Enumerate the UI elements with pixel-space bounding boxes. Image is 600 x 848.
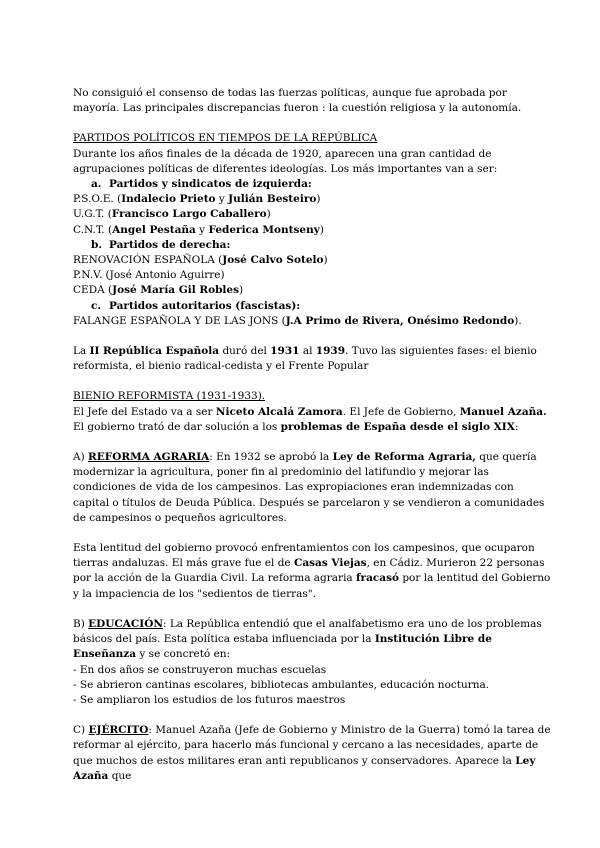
list-item: - En dos años se construyeron muchas escuelas [73,663,327,676]
document-body [73,86,553,784]
list-heading-izquierda: a. Partidos y sindicatos de izquierda: [91,178,312,191]
list-item: - Se ampliaron los estudios de los futuros maestros [73,693,346,706]
heading-bienio-reformista: BIENIO REFORMISTA (1931-1933). [73,390,266,403]
paragraph-segunda-republica: La II República Española duró del 1931 al 1939. Tuvo las siguientes fases: el bienio reformista, el bienio radical-cedista y el Frente Popular [73,345,537,373]
party-cnt: C.N.T. (Angel Pestaña y Federica Montseny) [73,223,324,236]
party-falange: FALANGE ESPAÑOLA Y DE LAS JONS (J.A Primo de Rivera, Onésimo Redondo). [73,314,522,327]
paragraph-ejercito: C) EJÉRCITO: Manuel Azaña (Jefe de Gobierno y Ministro de la Guerra) tomó la tarea de reformar al ejército, para hacerlo más funcional y cercano a las necesidades, aparte de que muchos de estos militares eran anti republicanos y conservadores. Aparece la Ley Azaña que [73,724,551,782]
paragraph-casas-viejas: Esta lentitud del gobierno provocó enfrentamientos con los campesinos, que ocuparon tierras andaluzas. El más grave fue el de Casas Viejas, en Cádiz. Murieron 22 personas por la acción de la Guardia Civil. La reforma agraria fracasó por la lentitud del Gobierno y la impaciencia de los "sedientos de tierras". [73,542,551,600]
paragraph-educacion: B) EDUCACIÓN: La República entendió que el analfabetismo era uno de los problemas básicos del país. Esta política estaba influenciada por la Institución Libre de Enseñanza y se concretó en: [73,617,542,661]
paragraph-reforma-agraria: A) REFORMA AGRARIA: En 1932 se aprobó la Ley de Reforma Agraria, que quería modernizar la agricultura, poner fin al predominio del latifundio y mejorar las condiciones de vida de los campesinos. Las expropiaciones eran indemnizadas con capital o títulos de Deuda Pública. Después se parcelaron y se vendieron a comunidades de campesinos o pequeños agricultores. [73,451,545,524]
paragraph-bienio-intro: El Jefe del Estado va a ser Niceto Alcalá Zamora. El Jefe de Gobierno, Manuel Azaña. El gobierno trató de dar solución a los problemas de España desde el siglo XIX: [73,405,547,433]
list-heading-derecha: b. Partidos de derecha: [91,238,231,251]
party-ugt: U.G.T. (Francisco Largo Caballero) [73,208,271,221]
paragraph-partidos-intro: Durante los años finales de la década de 1920, aparecen una gran cantidad de agrupaciones políticas de diferentes ideologías. Los más importantes van a ser: [73,147,498,175]
paragraph-constitution: No consiguió el consenso de todas las fuerzas políticas, aunque fue aprobada por mayoría. Las principales discrepancias fueron : la cuestión religiosa y la autonomía. [73,87,522,115]
list-item: - Se abrieron cantinas escolares, bibliotecas ambulantes, educación nocturna. [73,678,490,691]
party-psoe: P.S.O.E. (Indalecio Prieto y Julián Besteiro) [73,193,321,206]
heading-partidos: PARTIDOS POLÍTICOS EN TIEMPOS DE LA REPÚBLICA [73,132,378,145]
party-renovacion: RENOVACIÓN ESPAÑOLA (José Calvo Sotelo) [73,254,328,267]
party-ceda: CEDA (José María Gil Robles) [73,284,244,297]
party-pnv: P.N.V. (José Antonio Aguirre) [73,269,225,282]
list-heading-autoritarios: c. Partidos autoritarios (fascistas): [91,299,301,312]
